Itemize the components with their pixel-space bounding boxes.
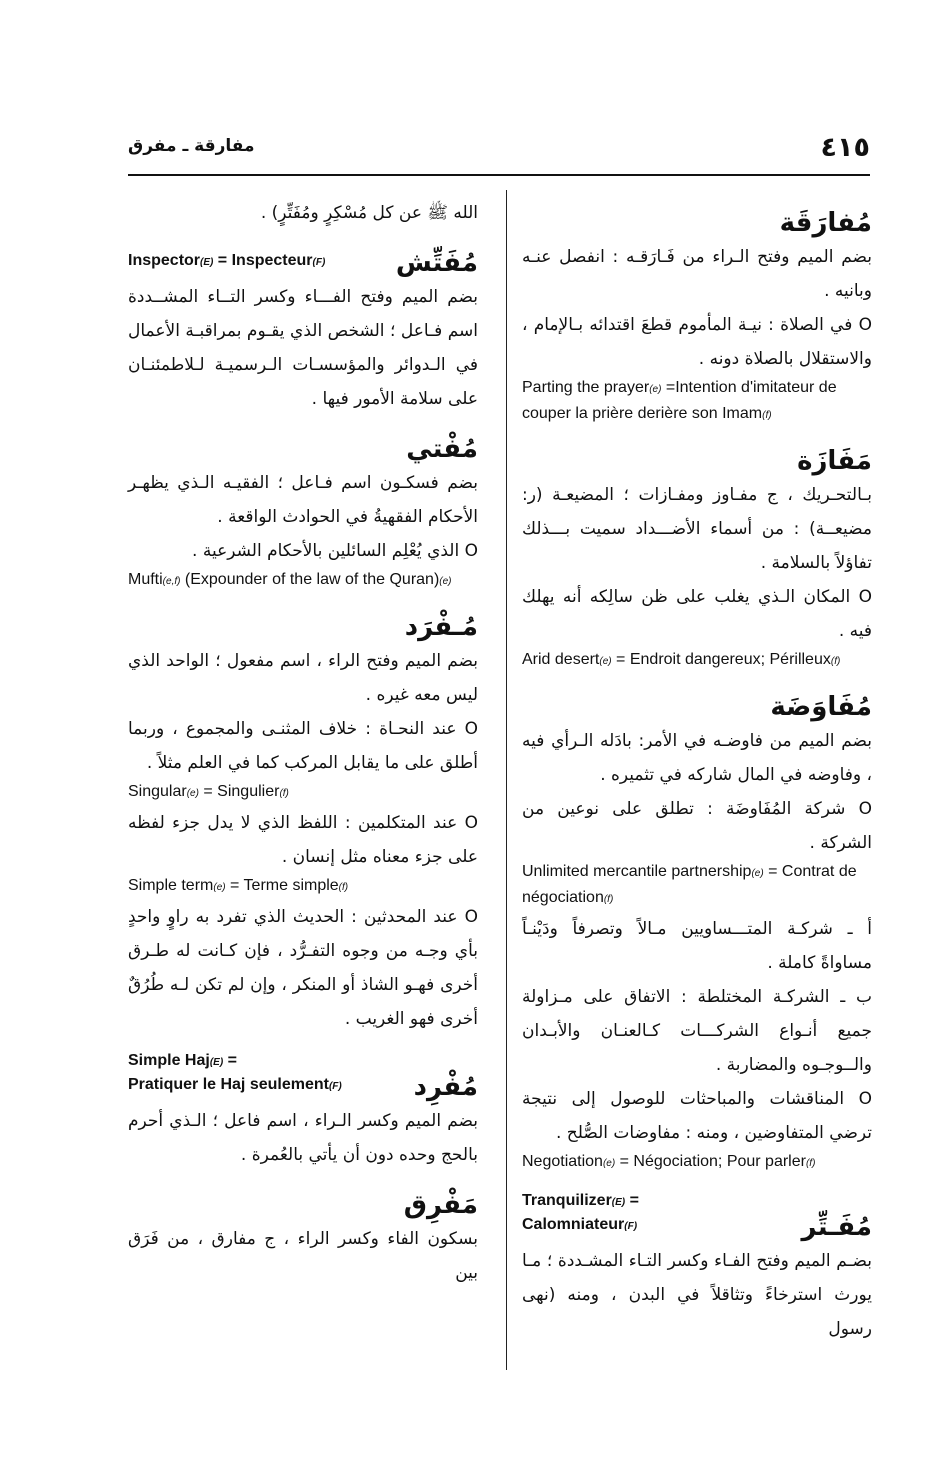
translation: Arid desert(e) = Endroit dangereux; Périlleux(f): [522, 651, 841, 668]
definition: ب ـ الشركـة المختلطة : الاتفاق على مـزاولة جميع أنـواع الشركـــات كـالعنـان والأبـدان والــوجـوه والمضاربة .: [522, 987, 872, 1075]
translation: Unlimited mercantile partnership(e) = Contrat de négociation(f): [522, 863, 857, 906]
entry-mufattir: [522, 1180, 872, 1244]
definition: O عند المحدثين : الحديث الذي تفرد به راوٍ واحدٍ بأي وجـه من وجوه التفـرُّد ، فإن كـانت له طـرق أخرى فهـو الشاذ أو المنكر ، وإن لم تكن لـه طُرُقٌ أخرى فهو الغريب .: [128, 900, 478, 1036]
headword: مَفَازَة: [797, 446, 872, 476]
page-number: ٤١٥: [820, 132, 870, 163]
equivalents: Inspector(E) = Inspecteur(F): [128, 252, 326, 269]
equivalents: Simple Haj(E) = Pratiquer le Haj seulement(F): [128, 1052, 342, 1093]
entry-mafriq: [128, 1176, 478, 1222]
translation: Mufti(e,f) (Expounder of the law of the Quran)(e): [128, 571, 452, 588]
definition: O المناقشات والمباحثات للوصول إلى نتيجة ترضي المتفاوضين ، ومنه : مفاوضات الصُّلح .: [522, 1082, 872, 1150]
definition: أ ـ شركـة المتـــساويين مـالاً وتصرفاً ودَيْنـاً مساواةً كاملة .: [522, 919, 872, 973]
header-rule: [128, 174, 870, 176]
translation: Negotiation(e) = Négociation; Pour parler(f): [522, 1153, 816, 1170]
definition: بضم الميم من فاوضـه في الأمر: بادَله الـرأي فيه ، وفاوضه في المال شاركه في تثميره .: [522, 731, 872, 785]
headword: مُفْرِد: [413, 1072, 478, 1102]
translation: Simple term(e) = Terme simple(f): [128, 877, 349, 894]
definition: O شركة المُفَاوضَة : تطلق على نوعين من الشركة .: [522, 792, 872, 860]
entry-mufrad: [128, 598, 478, 644]
headword: مُـفْرَد: [404, 612, 478, 642]
headword: مُفْتي: [406, 434, 478, 464]
definition: O المكان الـذي يغلب على ظن سالِكه أنه يهلك فيه .: [522, 580, 872, 648]
headword: مُفَـتِّر: [801, 1212, 872, 1242]
running-head: مفارقة ـ مفرق: [128, 136, 255, 156]
entry-mufattish: [128, 234, 478, 280]
definition: بضـم الميم وفتح الفـاء وكسر التـاء المشـددة ؛ مـا يورث استرخاءً وتثاقلاً في البدن ، ومنه (نهى رسول: [522, 1251, 872, 1339]
headword: مُفَتِّش: [395, 248, 478, 278]
translation: Parting the prayer(e) =Intention d'imitateur de couper la prière derière son Imam(f): [522, 379, 837, 422]
definition: بضم الميم وفتح الفـــاء وكسر التــاء المشــددة اسم فـاعل ؛ الشخص الذي يقـوم بمراقبـة الأعمال في الـدوائر والمؤسسـات الـرسميـة لـلاطمئنـان على سلامة الأمور فيها .: [128, 287, 478, 409]
definition: بضم الميم وفتح الراء ، اسم مفعول ؛ الواحد الذي ليس معه غيره .: [128, 651, 478, 705]
continued-text: الله ﷺ عن كل مُسْكِرٍ ومُفَتِّرٍ) .: [260, 203, 478, 223]
translation: Singular(e) = Singulier(f): [128, 783, 289, 800]
definition: O في الصلاة : نيـة المأموم قطعَ اقتدائه بـالإمام ، والاستقلال بالصلاة دونه .: [522, 308, 872, 376]
entry-mafaza: [522, 432, 872, 478]
definition: بضم فسكـون اسم فـاعل ؛ الفقيـه الـذي يظهـر الأحكام الفقهيةُ في الحوادث الواقعة .: [128, 473, 478, 527]
equivalents: Tranquilizer(E) = Calomniateur(F): [522, 1192, 639, 1233]
column-divider: [506, 190, 507, 1370]
page-header: [128, 132, 870, 172]
entry-mufti: [128, 420, 478, 466]
entry-mufawada: [522, 678, 872, 724]
right-column: [522, 190, 872, 1346]
definition: بضم الميم وفتح الـراء من فَـارَقـه : انفصل عنـه وبانيه .: [522, 247, 872, 301]
headword: مَفْرِق: [403, 1190, 478, 1220]
definition: بضم الميم وكسر الـراء ، اسم فاعل ؛ الـذي أحرم بالحج وحده دون أن يأتي بالعُمرة .: [128, 1111, 478, 1165]
headword: مُفارَقَة: [779, 208, 872, 238]
definition: بـالتحـريك ، ج مفـاوز ومفـازات ؛ المضيعـة (ر: مضيعــة) : من أسماء الأضـــداد سميت بـــذلك تفاؤلاً بالسلامة .: [522, 485, 872, 573]
definition: بسكون الفاء وكسر الراء ، ج مفارق ، من فَرَق بين: [128, 1229, 478, 1283]
left-column: [128, 190, 478, 1290]
definition: O عند المتكلمين : اللفظ الذي لا يدل جزء لفظه على جزء معناه مثل إنسان .: [128, 806, 478, 874]
definition: O الذي يُعْلِم السائلين بالأحكام الشرعية .: [128, 534, 478, 568]
definition: O عند النحـاة : خلاف المثنـى والمجموع ، وربما أطلق على ما يقابل المركب كما في العلم مثلاً .: [128, 712, 478, 780]
headword: مُفَاوَضَة: [770, 692, 872, 722]
entry-mufaraqa: [522, 194, 872, 240]
entry-mufrid: [128, 1040, 478, 1104]
